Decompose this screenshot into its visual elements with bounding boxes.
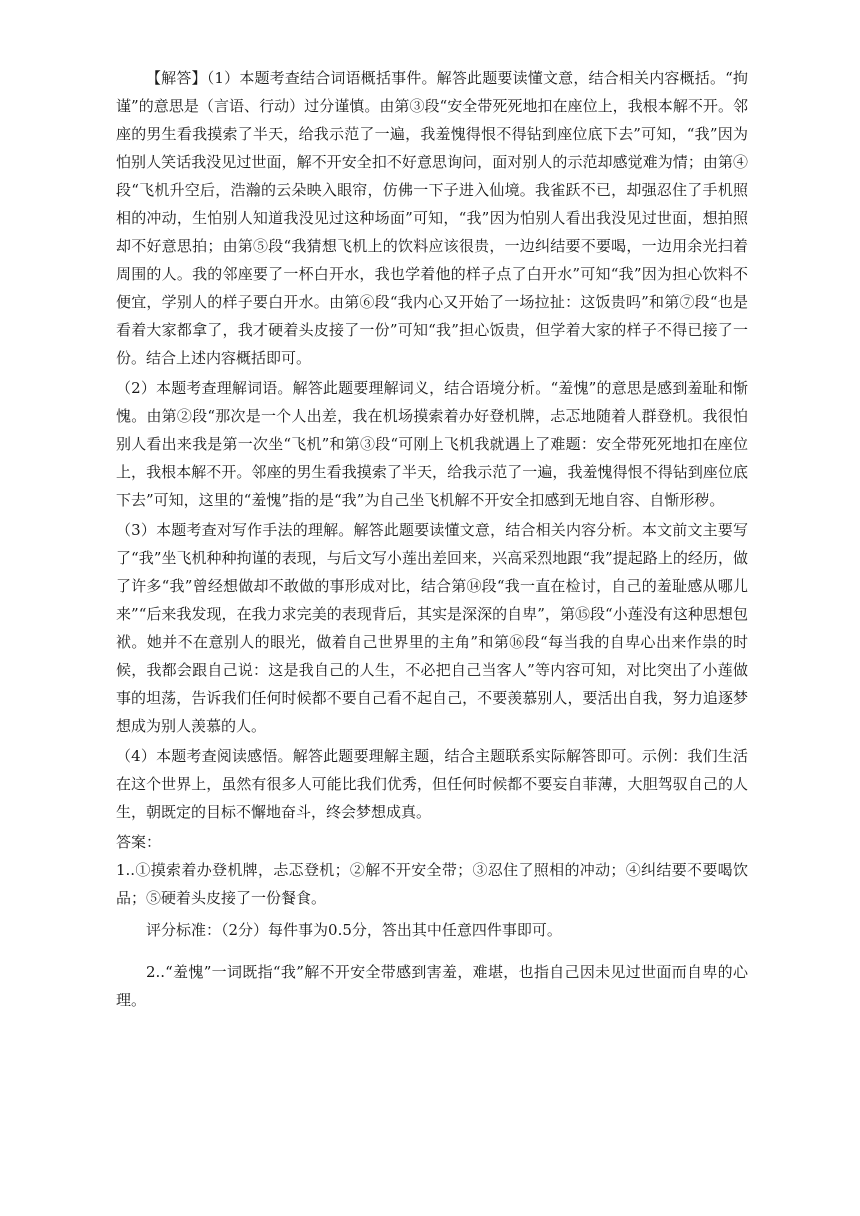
analysis-paragraph-3: （3）本题考查对写作手法的理解。解答此题要读懂文意，结合相关内容分析。本文前文主要写了“我”坐飞机种种拘谨的表现，与后文写小莲出差回来，兴高采烈地跟“我”提起路上的经历，做了许多“我”曾经想做却不敢做的事形成对比，结合第⑭段“我一直在检讨，自己的羞耻感从哪儿来”“后来我发现，在我力求完美的表现背后，其实是深深的自卑”，第⑮段“小莲没有这种思想包袱。她并不在意别人的眼光，做着自己世界里的主角”和第⑯段“每当我的自卑心出来作祟的时候，我都会跟自己说：这是我自己的人生，不必把自己当客人”等内容可知，对比突出了小莲做事的坦荡，告诉我们任何时候都不要自己看不起自己，不要羡慕别人，要活出自我，努力追逐梦想成为别人羡慕的人。 [116,521,748,735]
answer-analysis-section [116,64,748,1014]
answer-heading: 答案： [116,833,162,851]
answer-item-1: 1..①摸索着办登机牌，忐忑登机；②解不开安全带；③忍住了照相的冲动；④纠结要不要喝饮品；⑤硬着头皮接了一份餐食。 [116,861,748,907]
answer-item-2: 2..“羞愧”一词既指“我”解不开安全带感到害羞，难堪，也指自己因未见过世面而自卑的心理。 [116,963,748,1009]
analysis-paragraph-1: 【解答】（1）本题考查结合词语概括事件。解答此题要读懂文意，结合相关内容概括。“拘谨”的意思是（言语、行动）过分谨慎。由第③段“安全带死死地扣在座位上，我根本解不开。邻座的男生看我摸索了半天，给我示范了一遍，我羞愧得恨不得钻到座位底下去”可知，“我”因为怕别人笑话我没见过世面，解不开安全扣不好意思询问，面对别人的示范却感觉难为情；由第④段“飞机升空后，浩瀚的云朵映入眼帘，仿佛一下子进入仙境。我雀跃不已，却强忍住了手机照相的冲动，生怕别人知道我没见过这种场面”可知，“我”因为怕别人看出我没见过世面，想拍照却不好意思拍；由第⑤段“我猜想飞机上的饮料应该很贵，一边纠结要不要喝，一边用余光扫着周围的人。我的邻座要了一杯白开水，我也学着他的样子点了白开水”可知“我”因为担心饮料不便宜，学别人的样子要白开水。由第⑥段“我内心又开始了一场拉扯：这饭贵吗”和第⑦段“也是看着大家都拿了，我才硬着头皮接了一份”可知“我”担心饭贵，但学着大家的样子不得已接了一份。结合上述内容概括即可。 [116,69,748,367]
scoring-criteria: 评分标准：（2分）每件事为0.5分，答出其中任意四件事即可。 [146,921,562,939]
analysis-paragraph-4: （4）本题考查阅读感悟。解答此题要理解主题，结合主题联系实际解答即可。示例：我们生活在这个世界上，虽然有很多人可能比我们优秀，但任何时候都不要妄自菲薄，大胆驾驭自己的人生，朝既定的目标不懈地奋斗，终会梦想成真。 [116,747,748,821]
analysis-paragraph-2: （2）本题考查理解词语。解答此题要理解词义，结合语境分析。“羞愧”的意思是感到羞耻和惭愧。由第②段“那次是一个人出差，我在机场摸索着办好登机牌，忐忑地随着人群登机。我很怕别人看出来我是第一次坐“飞机”和第③段“可刚上飞机我就遇上了难题：安全带死死地扣在座位上，我根本解不开。邻座的男生看我摸索了半天，给我示范了一遍，我羞愧得恨不得钻到座位底下去”可知，这里的“羞愧”指的是“我”为自己坐飞机解不开安全扣感到无地自容、自惭形秽。 [116,379,748,509]
